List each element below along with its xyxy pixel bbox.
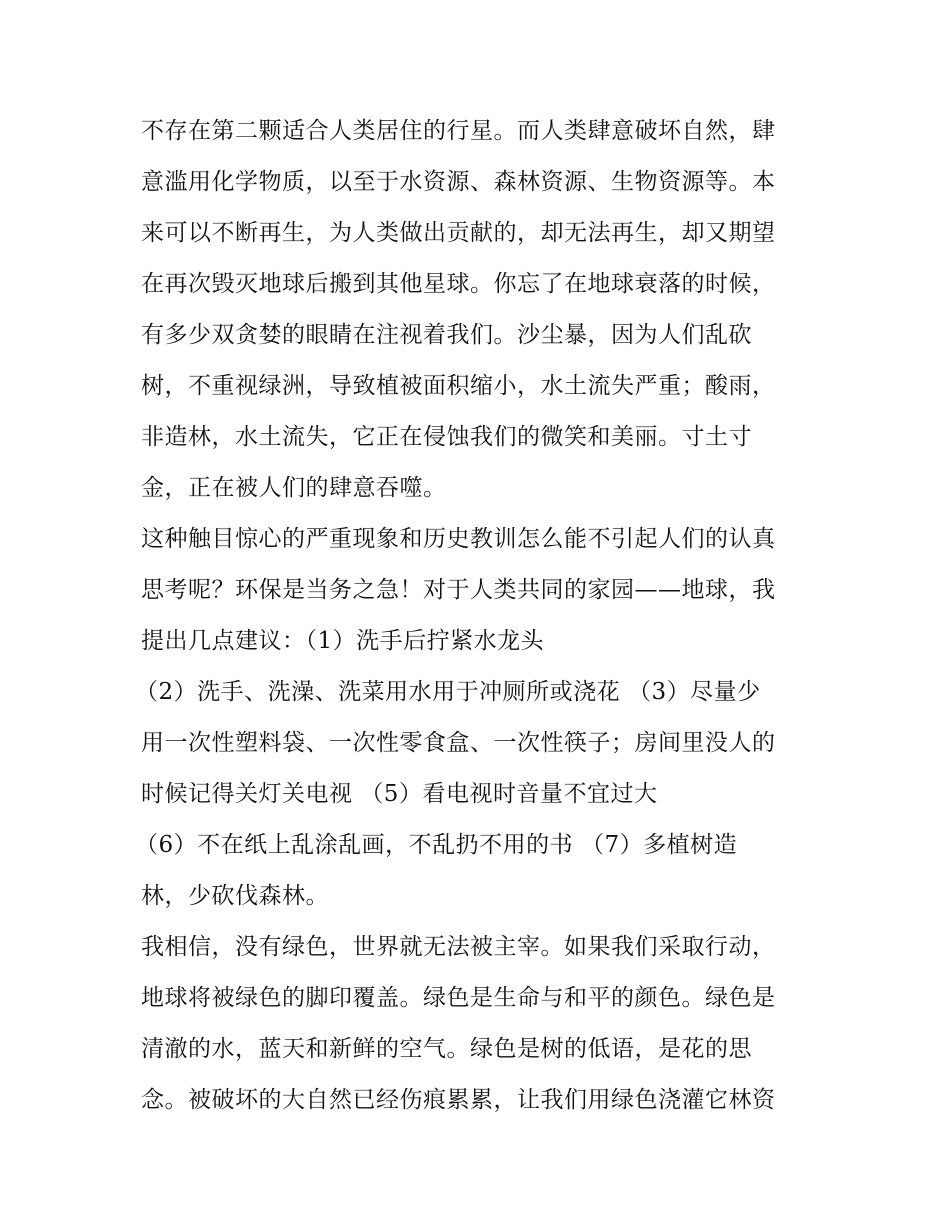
text-line: 在再次毁灭地球后搬到其他星球。你忘了在地球衰落的时候，: [141, 271, 776, 297]
text-line: 我相信，没有绿色，世界就无法被主宰。如果我们采取行动，: [141, 934, 776, 960]
text-line: 来可以不断再生，为人类做出贡献的，却无法再生，却又期望: [141, 220, 776, 246]
text-line: 地球将被绿色的脚印覆盖。绿色是生命与和平的颜色。绿色是: [141, 985, 776, 1011]
text-line: 意滥用化学物质，以至于水资源、森林资源、生物资源等。本: [141, 169, 776, 195]
text-line: 思考呢？环保是当务之急！对于人类共同的家园——地球，我: [141, 577, 776, 603]
text-line: 林，少砍伐森林。: [141, 883, 329, 909]
text-line: 有多少双贪婪的眼睛在注视着我们。沙尘暴，因为人们乱砍: [141, 322, 752, 348]
text-line: 这种触目惊心的严重现象和历史教训怎么能不引起人们的认真: [141, 526, 776, 552]
text-line: 用一次性塑料袋、一次性零食盒、一次性筷子；房间里没人的: [141, 730, 776, 756]
text-line: 金，正在被人们的肆意吞噬。: [141, 475, 447, 501]
text-line: 念。被破坏的大自然已经伤痕累累，让我们用绿色浇灌它林资: [141, 1087, 776, 1113]
text-line: 清澈的水，蓝天和新鲜的空气。绿色是树的低语，是花的思: [141, 1036, 752, 1062]
text-line: （6）不在纸上乱涂乱画，不乱扔不用的书 （7）多植树造: [135, 832, 738, 858]
text-line: （2）洗手、洗澡、洗菜用水用于冲厕所或浇花 （3）尽量少: [135, 679, 761, 705]
text-line: 非造林，水土流失，它正在侵蚀我们的微笑和美丽。寸土寸: [141, 424, 752, 450]
text-line: 时候记得关灯关电视 （5）看电视时音量不宜过大: [141, 781, 658, 807]
text-line: 树，不重视绿洲，导致植被面积缩小，水土流失严重；酸雨，: [141, 373, 776, 399]
body-text: [135, 106, 821, 1126]
text-line: 提出几点建议：（1）洗手后拧紧水龙头: [141, 628, 545, 654]
text-line: 不存在第二颗适合人类居住的行星。而人类肆意破坏自然，肆: [141, 118, 776, 144]
